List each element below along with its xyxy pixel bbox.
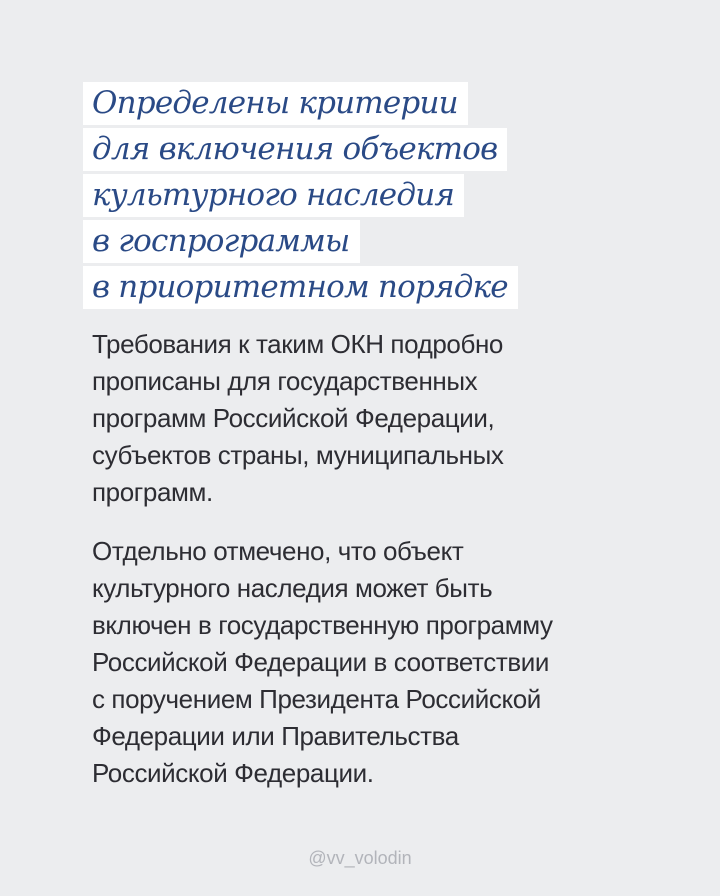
- paragraph-line: Федерации или Правительства: [92, 721, 459, 751]
- headline-line: [83, 174, 518, 220]
- paragraph-line: прописаны для государственных: [92, 366, 478, 396]
- paragraph-line: включен в государственную программу: [92, 610, 553, 640]
- paragraph-line: Российской Федерации.: [92, 758, 374, 788]
- paragraph-line: Российской Федерации в соответствии: [92, 647, 550, 677]
- body-paragraph-requirements: [92, 326, 692, 511]
- headline-line-text: культурного наследия: [83, 174, 464, 217]
- headline-line: [83, 82, 518, 128]
- author-signature: @vv_volodin: [308, 848, 412, 868]
- body-paragraph-inclusion: [92, 533, 692, 792]
- paragraph-line: программ Российской Федерации,: [92, 403, 495, 433]
- headline-line-text: для включения объектов: [83, 128, 507, 171]
- headline: [83, 82, 518, 312]
- paragraph-line: субъектов страны, муниципальных: [92, 440, 504, 470]
- paragraph-line: Требования к таким ОКН подробно: [92, 329, 503, 359]
- paragraph-line: с поручением Президента Российской: [92, 684, 541, 714]
- paragraph-line: Отдельно отмечено, что объект: [92, 536, 464, 566]
- headline-line-text: в приоритетном порядке: [83, 266, 518, 309]
- headline-line-text: Определены критерии: [83, 82, 468, 125]
- headline-line: [83, 266, 518, 312]
- headline-line: [83, 128, 518, 174]
- headline-line: [83, 220, 518, 266]
- paragraph-line: культурного наследия может быть: [92, 573, 493, 603]
- headline-line-text: в госпрограммы: [83, 220, 360, 263]
- paragraph-line: программ.: [92, 477, 213, 507]
